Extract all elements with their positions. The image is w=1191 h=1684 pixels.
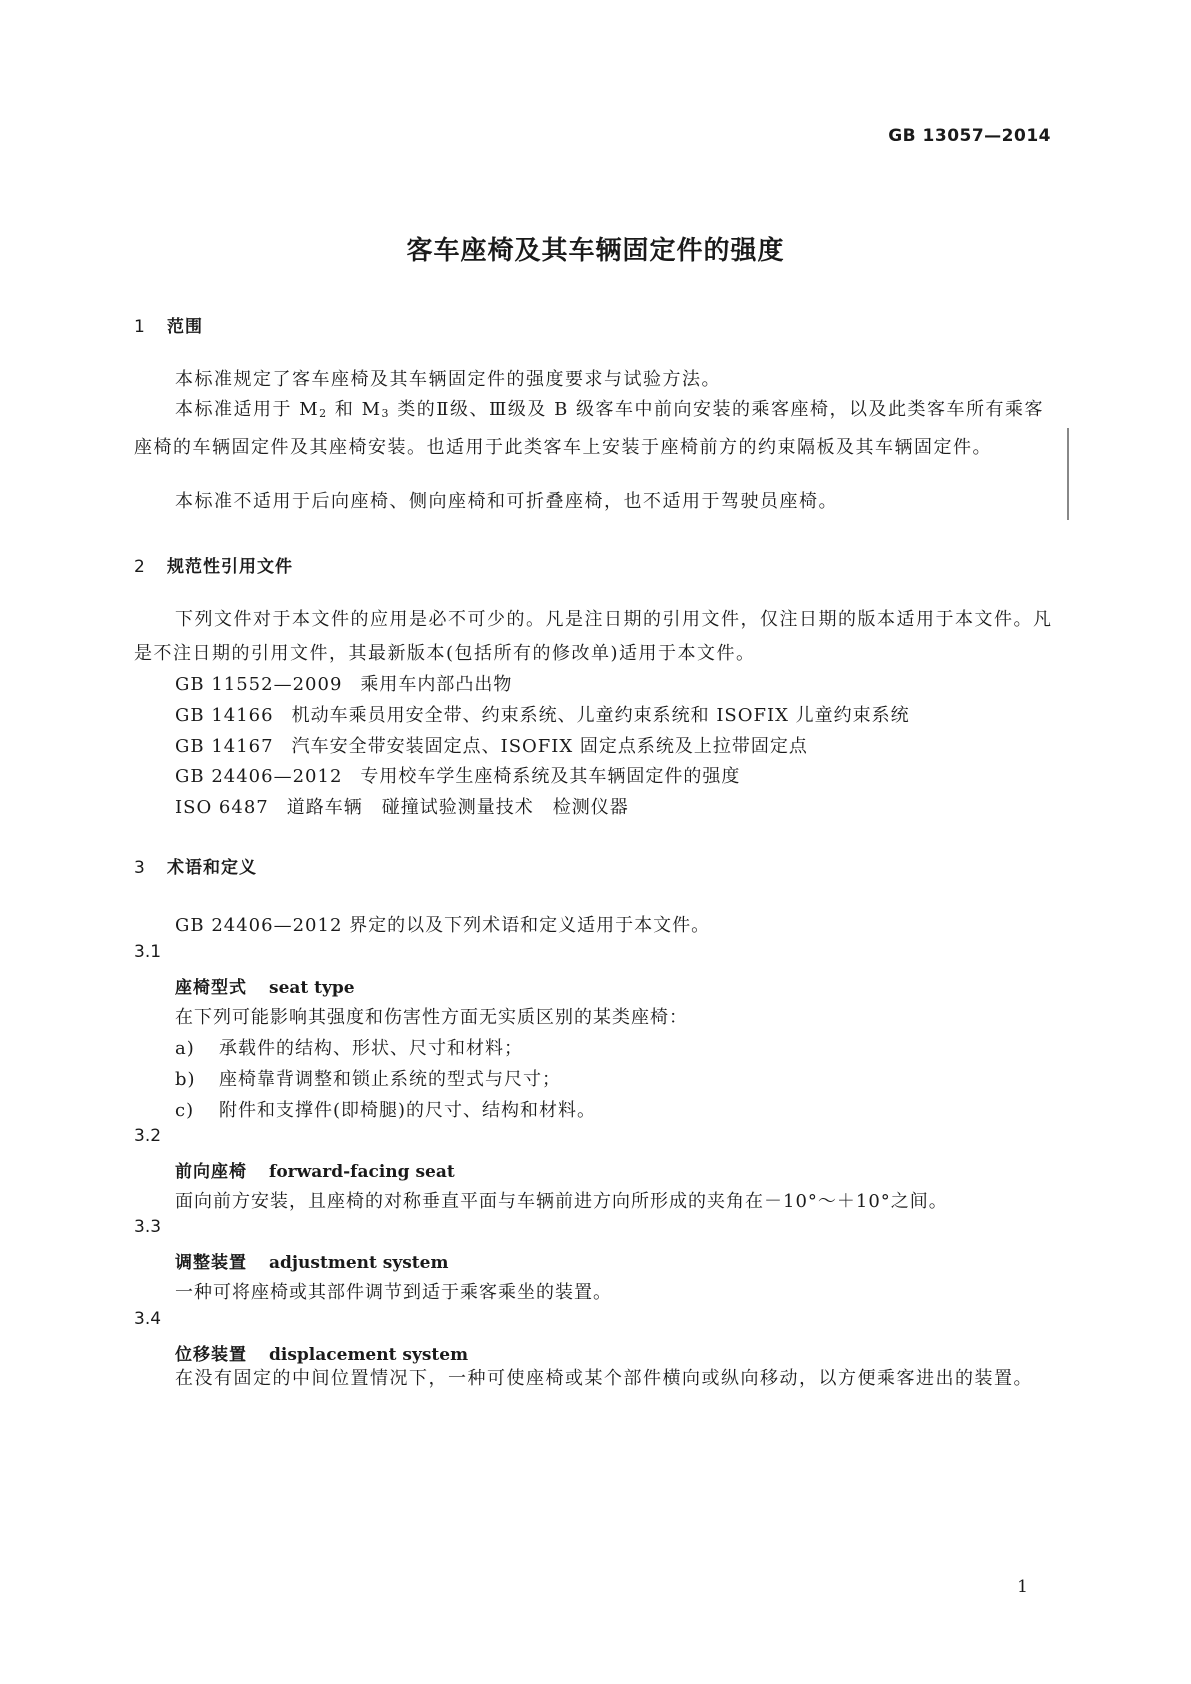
section-number: 2	[134, 557, 146, 577]
section-1-para-1: 本标准规定了客车座椅及其车辆固定件的强度要求与试验方法。	[175, 369, 721, 390]
term-definition: 一种可将座椅或其部件调节到适于乘客乘坐的装置。	[175, 1282, 612, 1303]
revision-bar	[1067, 428, 1069, 520]
term-definition: 面向前方安装，且座椅的对称垂直平面与车辆前进方向所形成的夹角在－10°～＋10°之间。	[175, 1191, 948, 1212]
standard-number: GB 13057—2014	[888, 126, 1051, 146]
section-2-intro: 下列文件对于本文件的应用是必不可少的。凡是注日期的引用文件，仅注日期的版本适用于本文件。凡是不注日期的引用文件，其最新版本(包括所有的修改单)适用于本文件。	[134, 609, 1053, 664]
section-number: 1	[134, 317, 146, 337]
term-definition: 在没有固定的中间位置情况下，一种可使座椅或某个部件横向或纵向移动，以方便乘客进出的装置。	[175, 1368, 1033, 1389]
term-definition: 在下列可能影响其强度和伤害性方面无实质区别的某类座椅：	[175, 1007, 688, 1028]
list-item: b) 座椅靠背调整和锁止系统的型式与尺寸；	[175, 1069, 561, 1090]
list-item: c) 附件和支撑件(即椅腿)的尺寸、结构和材料。	[175, 1100, 597, 1121]
term-heading: 前向座椅 forward-facing seat	[175, 1162, 455, 1182]
term-number: 3.1	[134, 942, 162, 962]
section-title: 规范性引用文件	[167, 557, 293, 577]
list-item: a) 承载件的结构、形状、尺寸和材料；	[175, 1038, 523, 1059]
page-number: 1	[1017, 1577, 1028, 1597]
section-3-intro: GB 24406—2012 界定的以及下列术语和定义适用于本文件。	[175, 915, 711, 936]
section-1-para-2: 本标准适用于 $M_2$ 和 $M_3$ 类的Ⅱ级、Ⅲ级及 B 级客车中前向安装的乘客座椅，以及此类客车所有乘客座椅的车辆固定件及其座椅安装。也适用于此类客车上安装于座椅前方的约束隔板及其车辆固定件。	[134, 399, 1045, 458]
reference-item: GB 14167 汽车安全带安装固定点、ISOFIX 固定点系统及上拉带固定点	[175, 736, 808, 757]
term-heading: 调整装置 adjustment system	[175, 1253, 449, 1273]
term-number: 3.4	[134, 1309, 162, 1329]
section-2-heading	[134, 552, 293, 577]
section-3-heading	[134, 853, 257, 878]
section-1-heading	[134, 312, 203, 337]
term-number: 3.3	[134, 1217, 162, 1237]
reference-item: ISO 6487 道路车辆 碰撞试验测量技术 检测仪器	[175, 797, 629, 818]
section-title: 术语和定义	[167, 858, 257, 878]
reference-item: GB 14166 机动车乘员用安全带、约束系统、儿童约束系统和 ISOFIX 儿童约束系统	[175, 705, 910, 726]
reference-item: GB 11552—2009 乘用车内部凸出物	[175, 674, 513, 695]
document-title: 客车座椅及其车辆固定件的强度	[406, 236, 785, 266]
reference-item: GB 24406—2012 专用校车学生座椅系统及其车辆固定件的强度	[175, 766, 741, 787]
section-number: 3	[134, 858, 146, 878]
term-number: 3.2	[134, 1126, 162, 1146]
section-title: 范围	[167, 317, 203, 337]
term-heading: 座椅型式 seat type	[175, 978, 355, 998]
term-heading: 位移装置 displacement system	[175, 1345, 469, 1365]
section-1-para-3: 本标准不适用于后向座椅、侧向座椅和可折叠座椅，也不适用于驾驶员座椅。	[175, 491, 838, 512]
